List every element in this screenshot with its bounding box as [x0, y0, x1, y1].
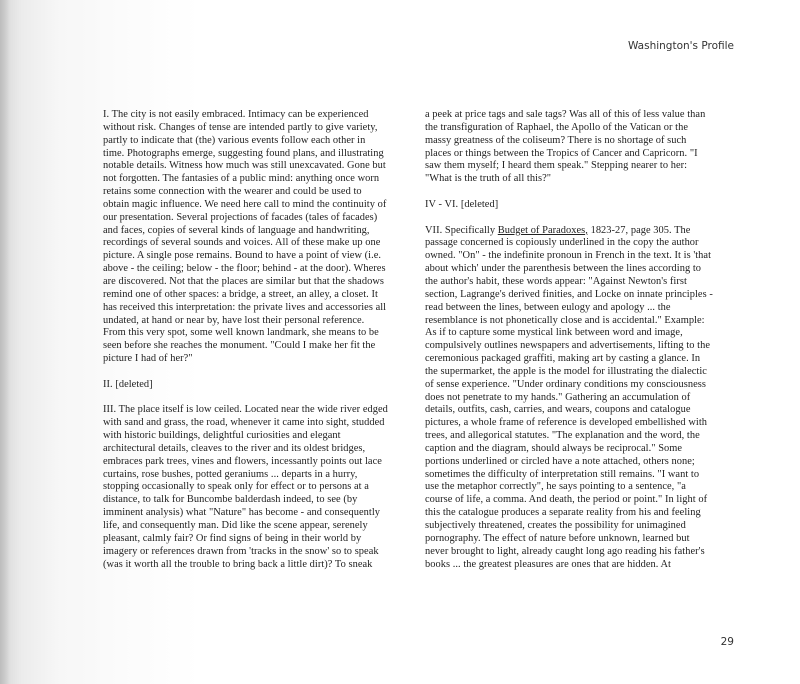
- book-title-underlined: Budget of Paradoxes,: [497, 224, 588, 236]
- page-number: 29: [720, 636, 734, 648]
- section-1-paragraph: I. The city is not easily embraced. Intimacy can be experienced without risk. Changes of tense are intended partly to give variety, partly to indicate that (the) various events follow each other in time. Photographs emerge, suggesting found plans, and illustrating notable details. Witness how much was still unexcavated. Gone but not forgotten. The fantasies of a public mind: anything once worn retains some connection with the wearer and could be used to obtain magic influence. We need here call to mind the continuity of our presentation. Several projections of facades (tales of facades) and faces, copies of several kinds of language and handwriting, recordings of several sounds and voices. All of these make up one picture. A single pose remains. Bound to have a point of view (i.e. above - the ceiling; below - the floor; behind - at the door). Wheres are discovered. Not that the places are similar but that the shadows remind one of other spaces: a bridge, a street, an alley, a closet. It has received this interpretation: the private lives and accessories all undated, at hand or near by, have lost their personal reference. From this very spot, some well known landmark, she means to be seen before she reaches the monument. "Could I make her fit the picture I had of her?": [103, 109, 387, 365]
- left-column: [103, 109, 389, 584]
- section-3-paragraph: III. The place itself is low ceiled. Located near the wide river edged with sand and grass, the road, whenever it came into sight, studded with historic buildings, delightful curiosities and elegant architectural details, cleaves to the river and its oldest bridges, embraces park trees, vines and flowers, incessantly points out lace curtains, rose bushes, potted geraniums ... departs in a hurry, stopping occasionally to speak only for effect or to persons at a distance, to talk for Buncombe balderdash indeed, to see (by imminent analysis) what "Nature" has become - and consequently life, and consequently man. Did like the scene appear, serenely pleasant, calmly fair? Or find signs of being in their world by imagery or references drawn from 'tracks in the snow' so to speak (was it worth all the trouble to bring back a little dirt)? To sneak: [103, 404, 388, 570]
- section-7-prefix: VII. Specifically: [425, 224, 498, 236]
- section-3-continued-paragraph: a peek at price tags and sale tags? Was all of this of less value than the transfiguration of Raphael, the Apollo of the Vatican or the massy greatness of the coliseum? There is no shortage of such places or things between the Tropics of Cancer and Capricorn. "I saw them myself; I heard them speak." Stepping nearer to her: "What is the truth of all this?": [425, 109, 706, 185]
- running-head: Washington's Profile: [627, 40, 734, 52]
- section-4-6-heading: IV - VI. [deleted]: [425, 198, 499, 210]
- section-2-heading: II. [deleted]: [103, 378, 153, 390]
- section-7-paragraph: [425, 225, 715, 572]
- right-column: [425, 109, 715, 584]
- section-7-body: 1823-27, page 305. The passage concerned is copiously underlined in the copy the author owned. "On" - the indefinite pronoun in French in the text. It is 'that about which' under the parenthesis between the lines according to the author's habit, these words appear: "Against Newton's first section, Lagrange's derived finities, and Locke on innate principles - read between the lines, between eulogy and apology ... the resemblance is not phonetically close and is accidental." Example: As if to capture some mystical link between word and image, compulsively outlines newspapers and advertisements, lifting to the ceremonious packaged graffiti, making art by casting a glance. In the supermarket, the apple is the model for illustrating the dialectic of sense experience. "Under ordinary conditions my consciousness does not penetrate to my hands." Gathering an accumulation of details, outfits, cash, carries, and wears, coupons and catalogue pictures, a whole frame of reference is developed embellished with trees, and allegorical statutes. "The explanation and the word, the caption and the diagram, should always be reciprocal." Some portions underlined or circled have a note attached, others none; sometimes the difficulty of interpretation still remains. "I want to use the metaphor correctly", he says pointing to a sentence, "a course of life, a comma. And death, the period or point." In light of this the catalogue produces a separate reality from his and feeling subjectively threatened, creates the possibility for unimagined pornography. The effect of nature before unknown, learned but never brought to light, already caught long ago reading his father's books ... the greatest pleasures are ones that are hidden. At: [425, 224, 713, 570]
